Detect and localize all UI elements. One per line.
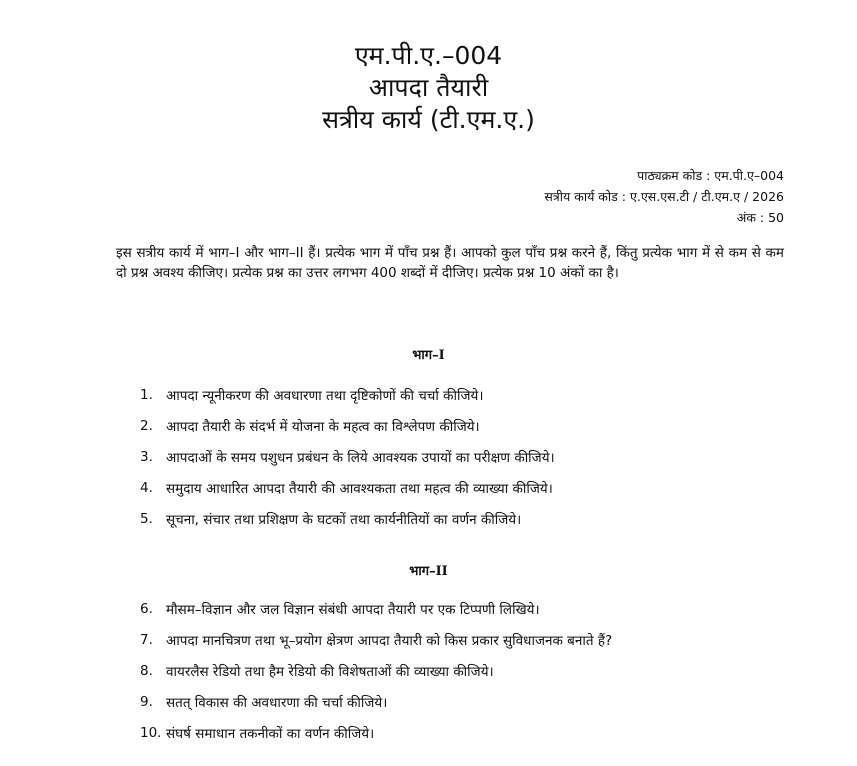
question-number: 8. [140, 662, 153, 679]
question-item [140, 717, 800, 748]
instructions-paragraph: इस सत्रीय कार्य में भाग–I और भाग–II हैं। प्रत्येक भाग में पाँच प्रश्न हैं। आपको कुल पाँच प्रश्न करने हैं, किंतु प्रत्येक भाग में से कम से कम दो प्रश्न अवश्य कीजिए। प्रत्येक प्रश्न का उत्तर लगभग 400 शब्दों में दीजिए। प्रत्येक प्रश्न 10 अंकों का है। [116, 245, 784, 281]
question-item [140, 411, 800, 442]
marks-line: अंक : 50 [736, 210, 784, 225]
section-heading-part-2: भाग–II [409, 564, 448, 579]
question-text: सूचना, संचार तथा प्रशिक्षण के घटकों तथा कार्यनीतियों का वर्णन कीजिये। [166, 511, 522, 528]
question-item [140, 503, 800, 534]
course-code-title: एम.पी.ए.–004 [354, 41, 503, 70]
question-text: सतत् विकास की अवधारणा की चर्चा कीजिये। [166, 694, 388, 711]
question-text: समुदाय आधारित आपदा तैयारी की आवश्यकता तथा महत्व की व्याख्या कीजिये। [166, 480, 553, 497]
question-text: आपदा मानचित्रण तथा भू–प्रयोग क्षेत्रण आपदा तैयारी को किस प्रकार सुविधाजनक बनाते हैं? [166, 633, 613, 650]
question-number: 6. [140, 601, 153, 618]
assignment-title: सत्रीय कार्य (टी.एम.ए.) [322, 105, 535, 134]
question-number: 10. [140, 724, 162, 741]
question-list-part-1 [140, 380, 800, 534]
question-number: 3. [140, 448, 153, 465]
title-block [0, 40, 857, 136]
question-item [140, 686, 800, 717]
question-text: आपदा न्यूनीकरण की अवधारणा तथा दृष्टिकोणों की चर्चा कीजिये। [166, 388, 484, 405]
question-item [140, 656, 800, 687]
question-number: 4. [140, 479, 153, 496]
question-text: संघर्ष समाधान तकनीकों का वर्णन कीजिये। [166, 725, 375, 742]
question-text: आपदाओं के समय पशुधन प्रबंधन के लिये आवश्यक उपायों का परीक्षण कीजिये। [166, 449, 555, 466]
question-item [140, 472, 800, 503]
question-text: वायरलैस रेडियो तथा हैम रेडियो की विशेषताओं की व्याख्या कीजिये। [166, 663, 494, 680]
assignment-code-line: सत्रीय कार्य कोड : ए.एस.एस.टी / टी.एम.ए / 2026 [544, 189, 784, 204]
question-number: 5. [140, 510, 153, 527]
question-item [140, 380, 800, 411]
question-list-part-2 [140, 594, 800, 748]
question-number: 1. [140, 387, 153, 404]
meta-block [544, 165, 784, 228]
section-heading-part-1: भाग–I [412, 348, 445, 363]
question-item [140, 594, 800, 625]
question-item [140, 625, 800, 656]
question-number: 2. [140, 418, 153, 435]
question-text: आपदा तैयारी के संदर्भ में योजना के महत्व का विश्लेपण कीजिये। [166, 419, 480, 436]
question-text: मौसम–विज्ञान और जल विज्ञान संबंधी आपदा तैयारी पर एक टिप्पणी लिखिये। [166, 602, 540, 619]
question-item [140, 442, 800, 473]
question-number: 7. [140, 632, 153, 649]
question-number: 9. [140, 693, 153, 710]
course-name: आपदा तैयारी [368, 73, 489, 102]
course-code-line: पाठ्यक्रम कोड : एम.पी.ए–004 [637, 168, 784, 183]
